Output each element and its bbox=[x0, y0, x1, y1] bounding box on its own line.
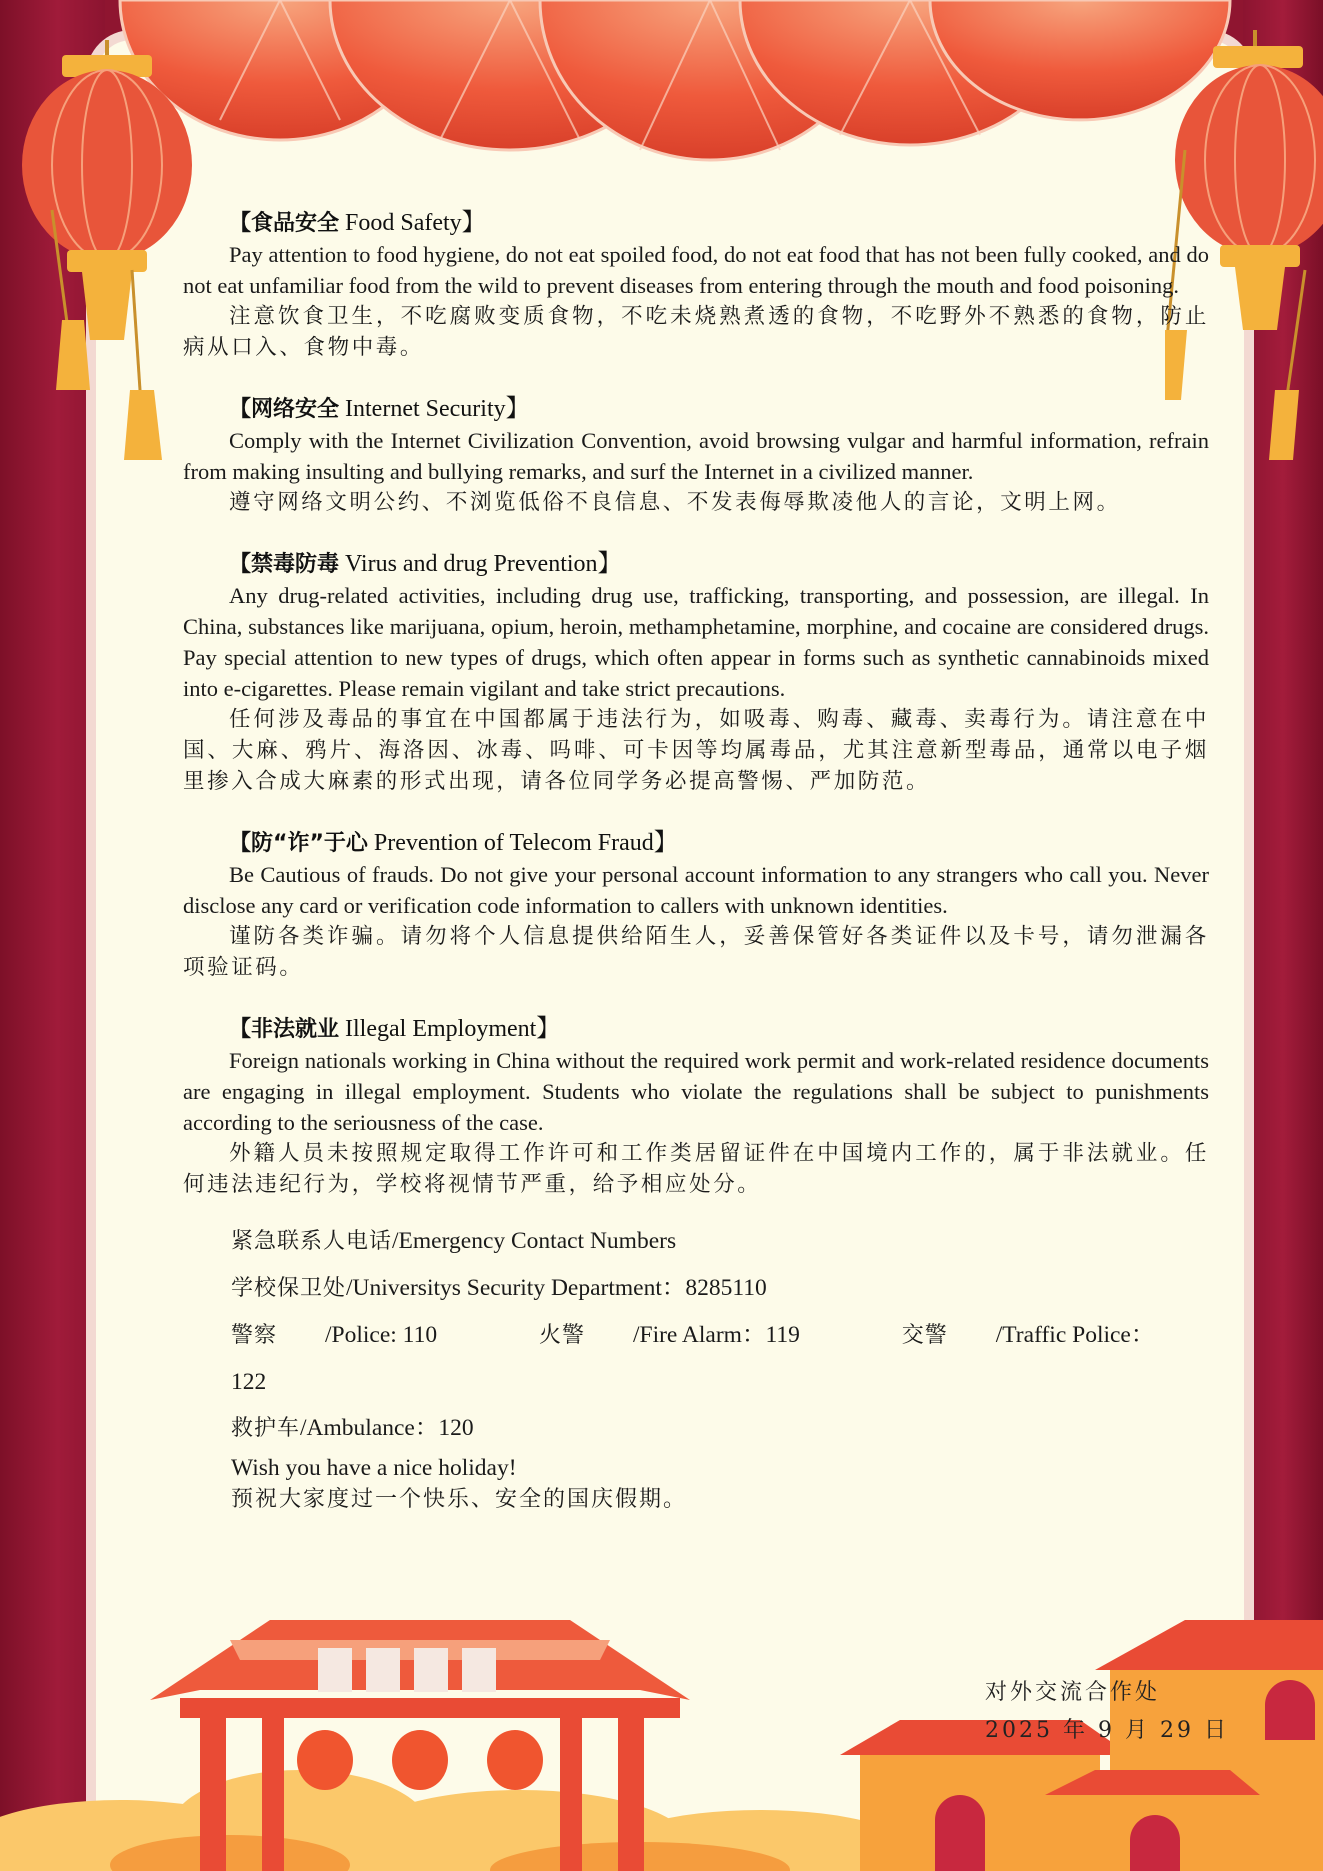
section-heading bbox=[229, 394, 1209, 425]
notice-content bbox=[183, 208, 1209, 1516]
section-heading bbox=[229, 549, 1209, 580]
section-food-safety bbox=[183, 208, 1209, 363]
section-illegal-employment bbox=[183, 1014, 1209, 1200]
contact-security-zh: 学校保卫处 bbox=[231, 1276, 347, 1301]
contact-police bbox=[231, 1322, 485, 1348]
contact-ambulance-zh: 救护车 bbox=[231, 1416, 301, 1441]
signature-office: 对外交流合作处 bbox=[985, 1680, 1161, 1705]
contacts-title bbox=[231, 1218, 1209, 1265]
emergency-contacts bbox=[183, 1218, 1209, 1452]
contact-ambulance bbox=[231, 1405, 1209, 1452]
heading-en: Virus and drug Prevention】 bbox=[345, 551, 622, 577]
contacts-title-zh: 紧急联系人电话 bbox=[231, 1229, 393, 1254]
section-heading bbox=[229, 828, 1209, 859]
paragraph-en: Any drug-related activities, including drug use, trafficking, transporting, and possession, are illegal. In China, substances like marijuana, opium, heroin, methamphetamine, morphine, and cocaine are considered drugs. Pay special attention to new types of drugs, which often appear in forms such as synthetic cannabinoids mixed into e-cigarettes. Please remain vigilant and take strict precautions. bbox=[183, 583, 1209, 701]
contact-fire-zh: 火警 bbox=[538, 1323, 585, 1348]
paragraph-zh: 任何涉及毒品的事宜在中国都属于违法行为，如吸毒、购毒、藏毒、卖毒行为。请注意在中国、大麻、鸦片、海洛因、冰毒、吗啡、可卡因等均属毒品，尤其注意新型毒品，通常以电子烟里掺入合成大麻素的形式出现，请各位同学务必提高警惕、严加防范。 bbox=[183, 707, 1209, 794]
lantern-left-icon bbox=[12, 40, 202, 470]
paragraph-zh: 谨防各类诈骗。请勿将个人信息提供给陌生人，妥善保管好各类证件以及卡号，请勿泄漏各项验证码。 bbox=[183, 924, 1209, 980]
paragraph-zh: 注意饮食卫生，不吃腐败变质食物，不吃未烧熟煮透的食物，不吃野外不熟悉的食物，防止病从口入、食物中毒。 bbox=[183, 304, 1209, 360]
contacts-title-en: /Emergency Contact Numbers bbox=[392, 1228, 677, 1254]
paragraph-zh: 外籍人员未按照规定取得工作许可和工作类居留证件在中国境内工作的，属于非法就业。任何违法违纪行为，学校将视情节严重，给予相应处分。 bbox=[183, 1141, 1209, 1197]
contact-ambulance-en: /Ambulance：120 bbox=[300, 1415, 474, 1441]
contact-security-en: /Universitys Security Department：8285110 bbox=[346, 1275, 767, 1301]
section-telecom-fraud bbox=[183, 828, 1209, 983]
heading-zh: 【食品安全 bbox=[229, 211, 340, 236]
contact-traffic-en: /Traffic Police：122 bbox=[231, 1322, 1155, 1395]
signature-date: 2025 年 9 月 29 日 bbox=[985, 1718, 1229, 1743]
contact-security bbox=[231, 1265, 1209, 1312]
signature-block bbox=[985, 1674, 1229, 1750]
paragraph-en: Comply with the Internet Civilization Convention, avoid browsing vulgar and harmful information, refrain from making insulting and bullying remarks, and surf the Internet in a civilized manner. bbox=[183, 428, 1209, 484]
contact-police-en: /Police: 110 bbox=[325, 1322, 438, 1348]
heading-en: Prevention of Telecom Fraud】 bbox=[373, 830, 678, 856]
wish-zh: 预祝大家度过一个快乐、安全的国庆假期。 bbox=[231, 1487, 688, 1512]
heading-zh: 【防“诈”于心 bbox=[229, 831, 368, 856]
section-heading bbox=[229, 208, 1209, 239]
heading-zh: 【网络安全 bbox=[229, 397, 340, 422]
contact-traffic-zh: 交警 bbox=[901, 1323, 948, 1348]
section-internet-security bbox=[183, 394, 1209, 518]
paragraph-en: Pay attention to food hygiene, do not eat spoiled food, do not eat food that has not been fully cooked, and do not eat unfamiliar food from the wild to prevent diseases from entering through the mouth and food poisoning. bbox=[183, 242, 1209, 298]
section-heading bbox=[229, 1014, 1209, 1045]
heading-zh: 【禁毒防毒 bbox=[229, 552, 340, 577]
closing-wish bbox=[183, 1452, 1209, 1516]
contact-fire-en: /Fire Alarm：119 bbox=[632, 1322, 800, 1348]
paragraph-zh: 遵守网络文明公约、不浏览低俗不良信息、不发表侮辱欺凌他人的言论，文明上网。 bbox=[229, 490, 1121, 515]
heading-en: Illegal Employment】 bbox=[345, 1016, 561, 1042]
contact-row-emergency bbox=[231, 1312, 1209, 1405]
paragraph-en: Foreign nationals working in China without the required work permit and work-related residence documents are engaging in illegal employment. Students who violate the regulations shall be subject to punishments according to the seriousness of the case. bbox=[183, 1048, 1209, 1135]
heading-en: Internet Security】 bbox=[345, 396, 530, 422]
section-drug-prevention bbox=[183, 549, 1209, 797]
paragraph-en: Be Cautious of frauds. Do not give your personal account information to any strangers who call you. Never disclose any card or verification code information to callers with unknown identities. bbox=[183, 862, 1209, 918]
contact-police-zh: 警察 bbox=[231, 1323, 278, 1348]
wish-en: Wish you have a nice holiday! bbox=[231, 1455, 517, 1481]
contact-fire bbox=[539, 1322, 848, 1348]
heading-en: Food Safety】 bbox=[345, 210, 486, 236]
heading-zh: 【非法就业 bbox=[229, 1017, 340, 1042]
